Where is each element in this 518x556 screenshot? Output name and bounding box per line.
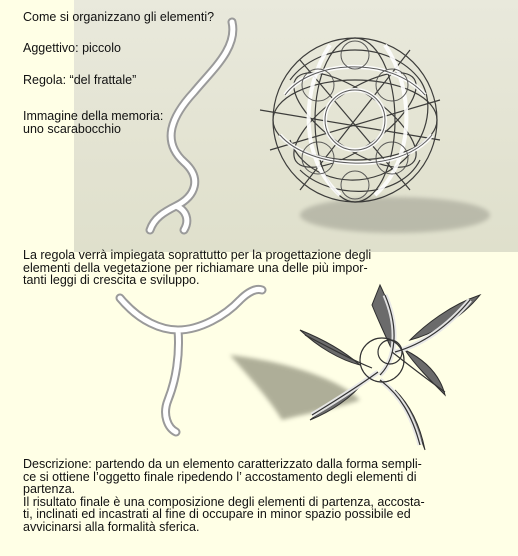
rule-usage-paragraph: La regola verrà impiegata soprattutto per la progettazione degli elementi della vegetazione per richiamare una delle più impor- tanti leggi di crescita e sviluppo. (23, 248, 372, 287)
question-heading: Come si organizzano gli elementi? (23, 10, 215, 24)
description-paragraph: Descrizione: partendo da un elemento caratterizzato dalla forma sempli- ce si ottiene l’oggetto finale ripedendo l’ accostamento degli elementi di partenza. Il risultato finale è una composizione degli elementi di partenza, accosta- ti, inclinati ed incastrati al fine di occupare in minor spazio possibile ed avvicinarsi alla formalità sferica. (23, 457, 425, 534)
sphere-composition-drawing (260, 38, 490, 233)
adjective-label: Aggettivo: piccolo (23, 41, 121, 55)
memory-image-value: uno scarabocchio (23, 122, 121, 136)
rule-label: Regola: “del frattale” (23, 73, 137, 87)
memory-image-label: Immagine della memoria: (23, 109, 164, 123)
star-composition-drawing (230, 285, 480, 450)
scribble-element-drawing (150, 22, 233, 230)
